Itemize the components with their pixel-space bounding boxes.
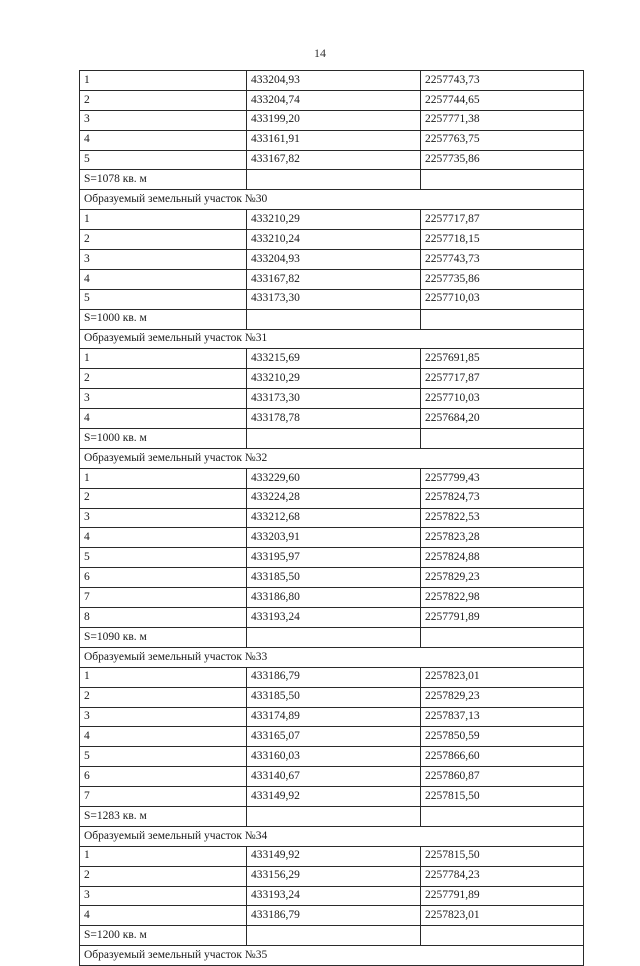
table-row xyxy=(80,250,584,270)
table-row xyxy=(80,349,584,369)
coordinate-y: 2257763,75 xyxy=(421,130,584,150)
coordinate-y: 2257771,38 xyxy=(421,110,584,130)
coordinate-x: 433156,29 xyxy=(247,866,421,886)
point-number: 6 xyxy=(80,568,247,588)
coordinate-x: 433204,74 xyxy=(247,90,421,110)
coordinate-y: 2257744,65 xyxy=(421,90,584,110)
coordinate-x: 433167,82 xyxy=(247,269,421,289)
point-number: 3 xyxy=(80,508,247,528)
coordinate-y: 2257735,86 xyxy=(421,269,584,289)
area-row xyxy=(80,429,584,449)
point-number: 3 xyxy=(80,707,247,727)
point-number: 2 xyxy=(80,866,247,886)
area-row xyxy=(80,627,584,647)
table-row xyxy=(80,886,584,906)
coordinate-y: 2257791,89 xyxy=(421,608,584,628)
coordinate-x: 433195,97 xyxy=(247,548,421,568)
table-row xyxy=(80,568,584,588)
empty-cell xyxy=(421,429,584,449)
table-row xyxy=(80,608,584,628)
table-row xyxy=(80,687,584,707)
coordinate-y: 2257823,01 xyxy=(421,667,584,687)
coordinate-x: 433161,91 xyxy=(247,130,421,150)
table-row xyxy=(80,747,584,767)
coordinate-y: 2257791,89 xyxy=(421,886,584,906)
table-row xyxy=(80,528,584,548)
parcel-heading-row xyxy=(80,329,584,349)
table-row xyxy=(80,369,584,389)
table-row xyxy=(80,727,584,747)
coordinate-x: 433193,24 xyxy=(247,608,421,628)
table-row xyxy=(80,488,584,508)
area-row xyxy=(80,309,584,329)
empty-cell xyxy=(247,627,421,647)
parcel-heading-row xyxy=(80,448,584,468)
table-row xyxy=(80,588,584,608)
empty-cell xyxy=(247,429,421,449)
coordinate-y: 2257824,73 xyxy=(421,488,584,508)
coordinates-table-body xyxy=(80,71,584,966)
table-row xyxy=(80,90,584,110)
table-row xyxy=(80,468,584,488)
coordinate-x: 433178,78 xyxy=(247,409,421,429)
empty-cell xyxy=(421,170,584,190)
coordinate-y: 2257823,01 xyxy=(421,906,584,926)
coordinate-y: 2257710,03 xyxy=(421,289,584,309)
coordinate-x: 433229,60 xyxy=(247,468,421,488)
coordinate-y: 2257691,85 xyxy=(421,349,584,369)
coordinate-x: 433160,03 xyxy=(247,747,421,767)
point-number: 1 xyxy=(80,210,247,230)
table-row xyxy=(80,110,584,130)
point-number: 3 xyxy=(80,250,247,270)
point-number: 3 xyxy=(80,110,247,130)
parcel-heading: Образуемый земельный участок №33 xyxy=(80,647,584,667)
table-row xyxy=(80,389,584,409)
coordinate-x: 433186,79 xyxy=(247,906,421,926)
parcel-heading-row xyxy=(80,647,584,667)
coordinate-x: 433173,30 xyxy=(247,389,421,409)
coordinate-x: 433193,24 xyxy=(247,886,421,906)
table-row xyxy=(80,767,584,787)
coordinate-x: 433210,29 xyxy=(247,369,421,389)
point-number: 1 xyxy=(80,71,247,91)
coordinate-x: 433165,07 xyxy=(247,727,421,747)
empty-cell xyxy=(247,170,421,190)
coordinate-x: 433185,50 xyxy=(247,568,421,588)
coordinate-y: 2257815,50 xyxy=(421,787,584,807)
point-number: 4 xyxy=(80,528,247,548)
empty-cell xyxy=(421,926,584,946)
empty-cell xyxy=(247,806,421,826)
point-number: 4 xyxy=(80,409,247,429)
point-number: 1 xyxy=(80,468,247,488)
point-number: 7 xyxy=(80,787,247,807)
point-number: 5 xyxy=(80,289,247,309)
table-row xyxy=(80,707,584,727)
coordinate-x: 433140,67 xyxy=(247,767,421,787)
point-number: 4 xyxy=(80,130,247,150)
point-number: 2 xyxy=(80,488,247,508)
parcel-heading: Образуемый земельный участок №32 xyxy=(80,448,584,468)
area-value: S=1090 кв. м xyxy=(80,627,247,647)
coordinate-x: 433173,30 xyxy=(247,289,421,309)
empty-cell xyxy=(421,309,584,329)
coordinates-table xyxy=(79,70,584,966)
coordinate-x: 433167,82 xyxy=(247,150,421,170)
table-row xyxy=(80,230,584,250)
point-number: 7 xyxy=(80,588,247,608)
point-number: 2 xyxy=(80,230,247,250)
coordinate-y: 2257743,73 xyxy=(421,250,584,270)
point-number: 4 xyxy=(80,906,247,926)
point-number: 3 xyxy=(80,886,247,906)
point-number: 5 xyxy=(80,747,247,767)
point-number: 4 xyxy=(80,727,247,747)
coordinate-y: 2257850,59 xyxy=(421,727,584,747)
coordinate-y: 2257837,13 xyxy=(421,707,584,727)
coordinate-y: 2257823,28 xyxy=(421,528,584,548)
point-number: 5 xyxy=(80,548,247,568)
coordinate-y: 2257824,88 xyxy=(421,548,584,568)
coordinate-y: 2257710,03 xyxy=(421,389,584,409)
table-row xyxy=(80,846,584,866)
table-row xyxy=(80,667,584,687)
table-row xyxy=(80,269,584,289)
coordinate-x: 433204,93 xyxy=(247,250,421,270)
area-value: S=1000 кв. м xyxy=(80,309,247,329)
coordinate-x: 433224,28 xyxy=(247,488,421,508)
coordinate-x: 433215,69 xyxy=(247,349,421,369)
coordinate-x: 433199,20 xyxy=(247,110,421,130)
coordinate-y: 2257822,53 xyxy=(421,508,584,528)
table-row xyxy=(80,508,584,528)
coordinate-y: 2257860,87 xyxy=(421,767,584,787)
coordinate-x: 433203,91 xyxy=(247,528,421,548)
empty-cell xyxy=(421,627,584,647)
table-row xyxy=(80,866,584,886)
coordinate-y: 2257684,20 xyxy=(421,409,584,429)
coordinate-y: 2257717,87 xyxy=(421,369,584,389)
area-value: S=1200 кв. м xyxy=(80,926,247,946)
coordinate-y: 2257718,15 xyxy=(421,230,584,250)
coordinate-y: 2257784,23 xyxy=(421,866,584,886)
point-number: 2 xyxy=(80,369,247,389)
point-number: 2 xyxy=(80,687,247,707)
point-number: 8 xyxy=(80,608,247,628)
parcel-heading-row xyxy=(80,826,584,846)
coordinate-x: 433185,50 xyxy=(247,687,421,707)
coordinate-y: 2257822,98 xyxy=(421,588,584,608)
table-row xyxy=(80,787,584,807)
empty-cell xyxy=(247,309,421,329)
parcel-heading-row xyxy=(80,946,584,966)
parcel-heading: Образуемый земельный участок №34 xyxy=(80,826,584,846)
table-row xyxy=(80,289,584,309)
coordinate-y: 2257735,86 xyxy=(421,150,584,170)
point-number: 6 xyxy=(80,767,247,787)
coordinate-y: 2257743,73 xyxy=(421,71,584,91)
coordinate-y: 2257866,60 xyxy=(421,747,584,767)
parcel-heading: Образуемый земельный участок №35 xyxy=(80,946,584,966)
point-number: 3 xyxy=(80,389,247,409)
area-value: S=1078 кв. м xyxy=(80,170,247,190)
point-number: 1 xyxy=(80,846,247,866)
area-row xyxy=(80,926,584,946)
parcel-heading-row xyxy=(80,190,584,210)
area-row xyxy=(80,806,584,826)
parcel-heading: Образуемый земельный участок №30 xyxy=(80,190,584,210)
table-row xyxy=(80,130,584,150)
coordinate-y: 2257829,23 xyxy=(421,568,584,588)
table-row xyxy=(80,906,584,926)
coordinate-x: 433186,80 xyxy=(247,588,421,608)
table-row xyxy=(80,71,584,91)
point-number: 4 xyxy=(80,269,247,289)
table-row xyxy=(80,210,584,230)
area-value: S=1283 кв. м xyxy=(80,806,247,826)
table-row xyxy=(80,150,584,170)
point-number: 1 xyxy=(80,349,247,369)
parcel-heading: Образуемый земельный участок №31 xyxy=(80,329,584,349)
point-number: 5 xyxy=(80,150,247,170)
table-row xyxy=(80,548,584,568)
coordinate-y: 2257799,43 xyxy=(421,468,584,488)
coordinate-x: 433210,29 xyxy=(247,210,421,230)
point-number: 1 xyxy=(80,667,247,687)
coordinate-y: 2257717,87 xyxy=(421,210,584,230)
area-value: S=1000 кв. м xyxy=(80,429,247,449)
coordinate-x: 433204,93 xyxy=(247,71,421,91)
coordinate-x: 433174,89 xyxy=(247,707,421,727)
table-row xyxy=(80,409,584,429)
page-number: 14 xyxy=(314,46,326,60)
coordinate-x: 433212,68 xyxy=(247,508,421,528)
coordinate-x: 433149,92 xyxy=(247,846,421,866)
coordinate-x: 433210,24 xyxy=(247,230,421,250)
coordinate-y: 2257815,50 xyxy=(421,846,584,866)
empty-cell xyxy=(247,926,421,946)
area-row xyxy=(80,170,584,190)
coordinate-y: 2257829,23 xyxy=(421,687,584,707)
point-number: 2 xyxy=(80,90,247,110)
empty-cell xyxy=(421,806,584,826)
coordinate-x: 433186,79 xyxy=(247,667,421,687)
coordinate-x: 433149,92 xyxy=(247,787,421,807)
